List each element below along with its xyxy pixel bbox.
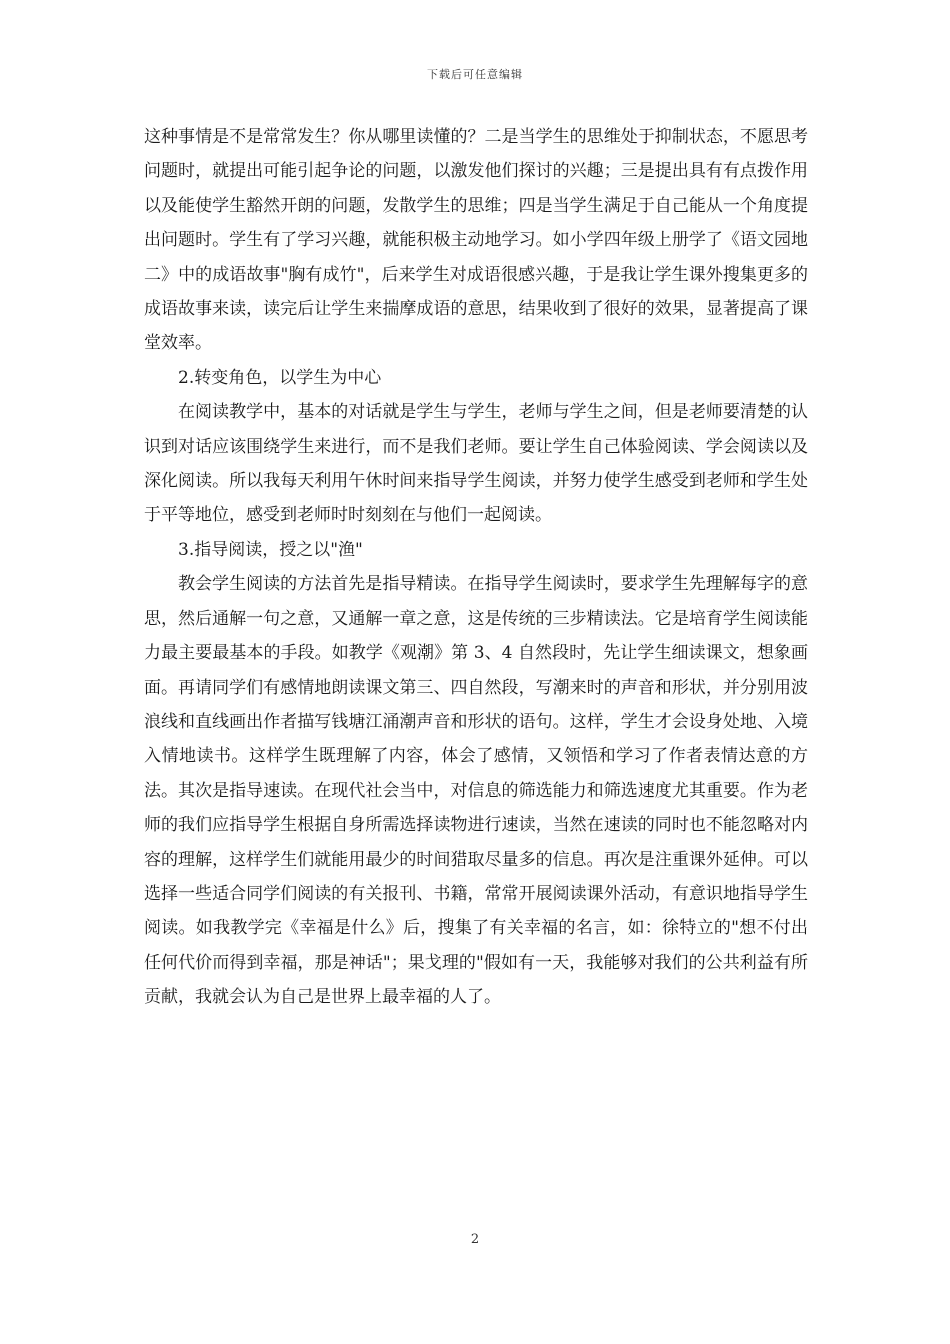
page-header: 下载后可任意编辑 <box>427 68 523 81</box>
section-heading-2: 2.转变角色，以学生为中心 <box>178 367 382 388</box>
page-number: 2 <box>470 1232 480 1247</box>
section-heading-3: 3.指导阅读，授之以"渔" <box>178 539 363 560</box>
paragraph-role-change: 在阅读教学中，基本的对话就是学生与学生，老师与学生之间，但是老师要清楚的认识到对话应该围绕学生来进行，而不是我们老师。要让学生自己体验阅读、学会阅读以及深化阅读。所以我每天利用午休时间来指导学生阅读，并努力使学生感受到老师和学生处于平等地位，感受到老师时时刻刻在与他们一起阅读。 <box>144 402 808 526</box>
paragraph-reading-guidance: 教会学生阅读的方法首先是指导精读。在指导学生阅读时，要求学生先理解每字的意思，然后通解一句之意，又通解一章之意，这是传统的三步精读法。它是培育学生阅读能力最主要最基本的手段。如教学《观潮》第 3、4 自然段时，先让学生细读课文，想象画面。再请同学们有感情地朗读课文第三、四自然段，写潮来时的声音和形状，并分别用波浪线和直线画出作者描写钱塘江涌潮声音和形状的语句。这样，学生才会设身处地、入境入情地读书。这样学生既理解了内容，体会了感情，又领悟和学习了作者表情达意的方法。其次是指导速读。在现代社会当中，对信息的筛选能力和筛选速度尤其重要。作为老师的我们应指导学生根据自身所需选择读物进行速读，当然在速读的同时也不能忽略对内容的理解，这样学生们就能用最少的时间猎取尽量多的信息。再次是注重课外延伸。可以选择一些适合同学们阅读的有关报刊、书籍，常常开展阅读课外活动，有意识地指导学生阅读。如我教学完《幸福是什么》后，搜集了有关幸福的名言，如：徐特立的"想不付出任何代价而得到幸福，那是神话"；果戈理的"假如有一天，我能够对我们的公共利益有所贡献，我就会认为自己是世界上最幸福的人了。 <box>144 574 808 1008</box>
document-body <box>144 120 808 1015</box>
paragraph-continuation: 这种事情是不是常常发生？你从哪里读懂的？二是当学生的思维处于抑制状态，不愿思考问题时，就提出可能引起争论的问题，以激发他们探讨的兴趣；三是提出具有有点拨作用以及能使学生豁然开朗的问题，发散学生的思维；四是当学生满足于自己能从一个角度提出问题时。学生有了学习兴趣，就能积极主动地学习。如小学四年级上册学了《语文园地二》中的成语故事"胸有成竹"，后来学生对成语很感兴趣，于是我让学生课外搜集更多的成语故事来读，读完后让学生来揣摩成语的意思，结果收到了很好的效果，显著提高了课堂效率。 <box>144 127 808 354</box>
